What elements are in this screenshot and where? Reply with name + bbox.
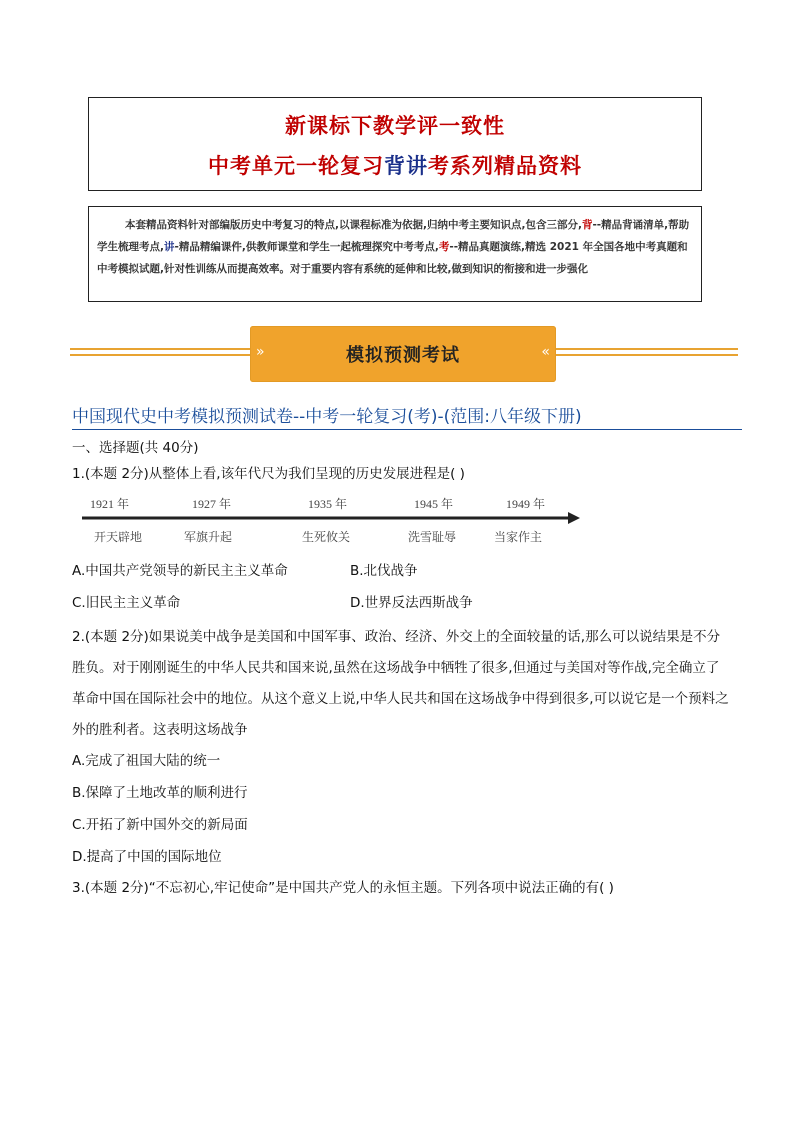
- q1-option-c: C.旧民主主义革命: [72, 595, 181, 611]
- question-3-stem: 3.(本题 2分)“不忘初心,牢记使命”是中国共产党人的永恒主题。下列各项中说法正确的有( ): [72, 880, 614, 896]
- intro-text-1: 本套精品资料针对部编版历史中考复习的特点,以课程标准为依据,归纳中考主要知识点,包含三部分,: [125, 219, 582, 231]
- timeline-figure: [82, 490, 582, 550]
- subtitle-part-c: 考: [428, 153, 450, 178]
- q1-option-a: A.中国共产党领导的新民主主义革命: [72, 563, 288, 579]
- timeline-label: 军旗升起: [184, 530, 233, 544]
- timeline-year: 1921 年: [90, 497, 130, 511]
- question-2-stem: 2.(本题 2分)如果说美中战争是美国和中国军事、政治、经济、外交上的全面较量的话,那么可以说结果是不分胜负。对于刚刚诞生的中华人民共和国来说,虽然在这场战争中牺牲了很多,但通过与美国对等作战,完全确立了革命中国在国际社会中的地位。从这个意义上说,中华人民共和国在这场战争中得到很多,可以说它是一个预料之外的胜利者。这表明这场战争: [72, 629, 729, 738]
- q2-option-b: B.保障了土地改革的顺利进行: [72, 785, 248, 801]
- q2-option-a: A.完成了祖国大陆的统一: [72, 753, 221, 769]
- intro-keyword-kao: 考: [438, 241, 450, 253]
- intro-text-2: --精品背诵清单,帮助学生梳理考点,: [97, 219, 690, 253]
- double-chevron-left-icon: «: [541, 344, 550, 360]
- q2-option-d: D.提高了中国的国际地位: [72, 849, 222, 865]
- q2-option-c: C.开拓了新中国外交的新局面: [72, 817, 248, 833]
- intro-text-3: -精品精编课件,供教师课堂和学生一起梳理探究中考考点,: [174, 241, 439, 253]
- question-1-stem: 1.(本题 2分)从整体上看,该年代尺为我们呈现的历史发展进程是( ): [72, 466, 465, 482]
- timeline-year: 1927 年: [192, 497, 232, 511]
- subtitle-part-a: 中考单元一轮复习: [208, 153, 384, 178]
- timeline-year: 1945 年: [414, 497, 454, 511]
- subtitle-part-d: 系列精品资料: [450, 153, 582, 178]
- q1-option-b: B.北伐战争: [350, 563, 418, 579]
- intro-keyword-bei: 背: [581, 219, 593, 231]
- timeline-year: 1949 年: [506, 497, 546, 511]
- timeline-label: 当家作主: [494, 530, 543, 544]
- section-banner: [250, 326, 556, 382]
- timeline-label: 生死攸关: [302, 530, 351, 544]
- header-subtitle: [89, 150, 701, 180]
- exam-title: 中国现代史中考模拟预测试卷--中考一轮复习(考)-(范围:八年级下册): [72, 402, 742, 430]
- intro-box: [88, 206, 702, 302]
- section-heading: 一、选择题(共 40分): [72, 440, 199, 456]
- double-chevron-right-icon: »: [256, 344, 265, 360]
- subtitle-part-b: 背讲: [384, 153, 428, 178]
- intro-text-4: --精品真题演练,精选 2021 年全国各地中考真题和中考模拟试题,针对性训练从而提高效率。对于重要内容有系统的延伸和比较,做到知识的衔接和进一步强化: [97, 241, 688, 275]
- header-box: [88, 97, 702, 191]
- header-title: 新课标下教学评一致性: [285, 113, 505, 138]
- timeline-label: 开天辟地: [94, 530, 143, 544]
- banner-title: 模拟预测考试: [346, 345, 460, 366]
- timeline-label: 洗雪耻辱: [408, 530, 457, 544]
- q1-option-d: D.世界反法西斯战争: [350, 595, 473, 611]
- intro-keyword-jiang: 讲: [164, 241, 175, 253]
- timeline-year: 1935 年: [308, 497, 348, 511]
